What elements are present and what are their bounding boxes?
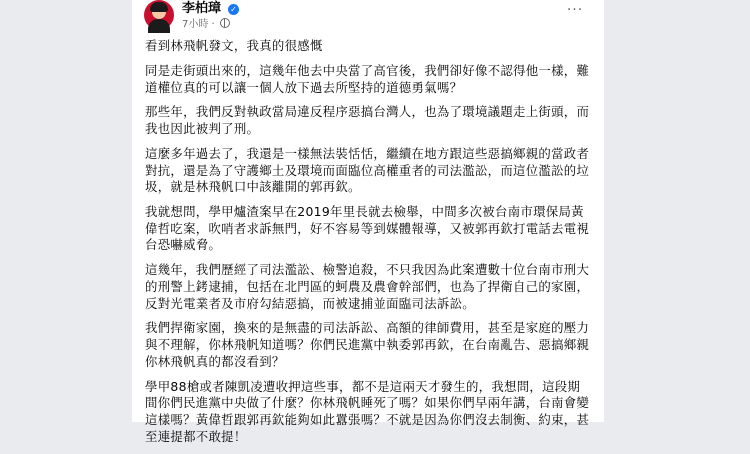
more-options-button[interactable]: ··· <box>566 2 584 18</box>
post-paragraph: 學甲88槍或者陳凱凌遭收押這些事，都不是這兩天才發生的，我想問，這段期間你們民進黨中央做了什麼？你林飛帆睡死了嗎？如果你們早兩年講，台南會變這樣嗎？黃偉哲跟郭再欽能夠如此囂張嗎？不就是因為你們沒去制衡、約束，甚至連提都不敢提！ <box>145 378 590 444</box>
author-name[interactable]: 李柏璋 <box>182 1 222 16</box>
post-paragraph: 這麼多年過去了，我還是一樣無法裝恬恬，繼續在地方跟這些惡搞鄉親的當政者對抗，還是為了守護鄉土及環境而面臨位高權重者的司法濫訟，而這位濫訟的垃圾，就是林飛帆口中該離開的郭再欽。 <box>145 145 590 195</box>
post-paragraph: 看到林飛帆發文，我真的很感慨 <box>145 38 323 53</box>
globe-icon <box>220 18 230 28</box>
post-paragraph: 我就想問，學甲爐渣案早在2019年里長就去檢舉，中間多次被台南市環保局黃偉哲吃案，吹哨者求訴無門，好不容易等到媒體報導，又被郭再欽打電話去電視台恐嚇威脅。 <box>145 204 590 253</box>
post-paragraph: 那些年，我們反對執政當局違反程序惡搞台灣人，也為了環境議題走上街頭，而我也因此被判了刑。 <box>145 104 590 136</box>
post-header <box>142 0 604 34</box>
post-body <box>145 38 591 454</box>
post-time[interactable]: 7小時 <box>182 19 209 30</box>
avatar[interactable] <box>144 0 174 30</box>
post-paragraph: 這幾年，我們歷經了司法濫訟、檢警追殺，不只我因為此案遭數十位台南市刑大的刑警上銬逮捕，包括在北門區的蚵農及農會幹部們，也為了捍衛自己的家園，反對光電業者及市府勾結惡搞，而被逮捕並面臨司法訴訟。 <box>145 262 590 311</box>
post-paragraph: 我們捍衛家園，換來的是無盡的司法訴訟、高額的律師費用，甚至是家庭的壓力與不理解，你林飛帆知道嗎？你們民進黨中執委郭再欽，在台南亂告、惡搞鄉親你林飛帆真的都沒看到？ <box>145 320 590 369</box>
verified-badge-icon: ✓ <box>228 4 239 15</box>
post-card <box>132 0 604 444</box>
post-paragraph: 同是走街頭出來的，這幾年他去中央當了高官後，我們卻好像不認得他一樣，難道權位真的可以讓一個人放下過去所堅持的道德勇氣嗎？ <box>145 62 590 95</box>
post-meta: 7小時 · <box>182 18 230 31</box>
